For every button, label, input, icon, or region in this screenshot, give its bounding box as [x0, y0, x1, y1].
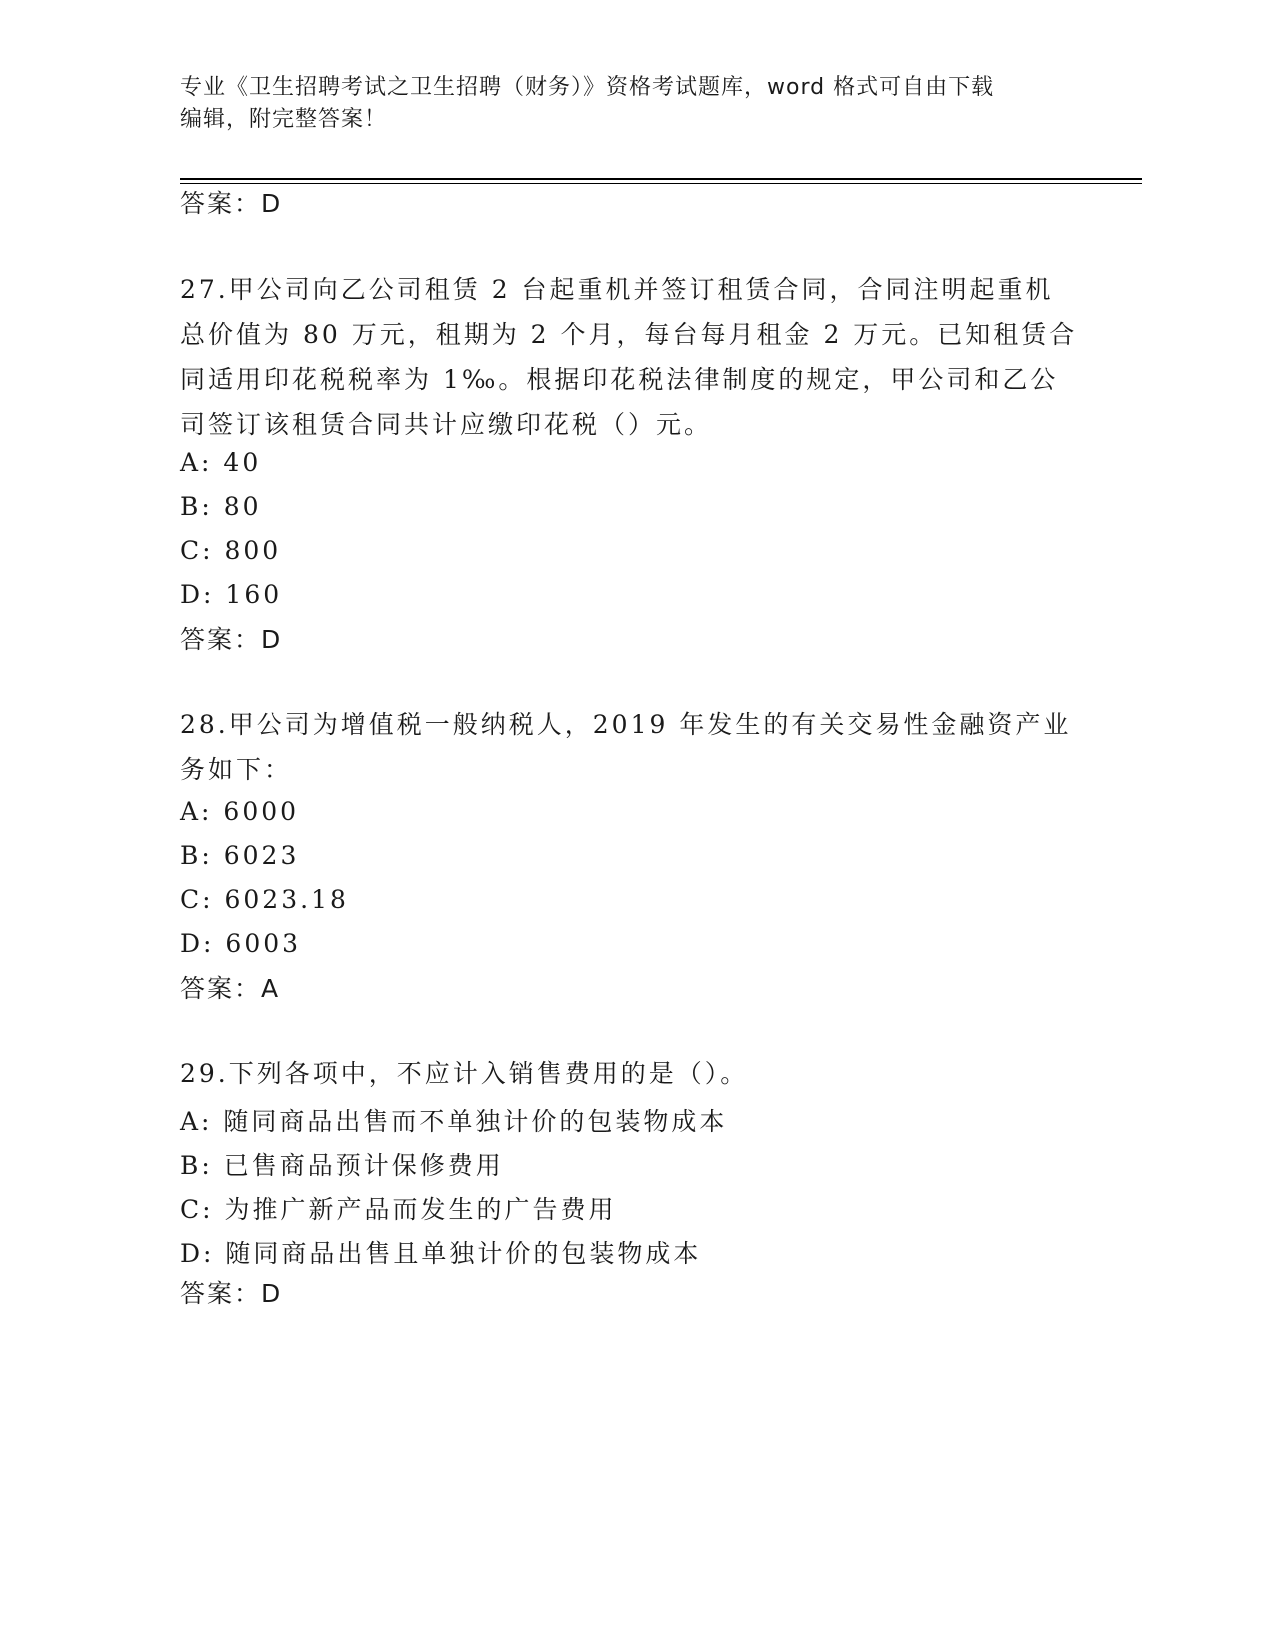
question-text-line: 29.下列各项中，不应计入销售费用的是（）。	[180, 1059, 749, 1088]
question-27-answer: 答案：D	[180, 625, 283, 654]
question-28-option-c: C: 6023.18	[180, 885, 349, 914]
question-28-option-d: D: 6003	[180, 929, 302, 958]
header-rule-thin	[180, 183, 1142, 184]
question-29-answer: 答案：D	[180, 1279, 283, 1308]
header-line-2: 编辑，附完整答案！	[180, 107, 388, 132]
question-29-option-a: A: 随同商品出售而不单独计价的包装物成本	[180, 1107, 728, 1136]
previous-answer: 答案：D	[180, 189, 283, 218]
question-27-option-a: A: 40	[180, 448, 262, 477]
question-27-option-b: B: 80	[180, 492, 262, 521]
question-29-text	[180, 1051, 1080, 1096]
header-rule-thick	[180, 178, 1142, 180]
question-28-option-b: B: 6023	[180, 841, 300, 870]
document-header	[180, 72, 1060, 136]
question-text-line: 总价值为 80 万元，租期为 2 个月，每台每月租金 2 万元。已知租赁合	[180, 320, 1078, 349]
question-28-text	[180, 702, 1080, 792]
question-text-line: 务如下：	[180, 755, 293, 784]
question-text-line: 同适用印花税税率为 1‰。根据印花税法律制度的规定，甲公司和乙公	[180, 365, 1059, 394]
question-28-option-a: A: 6000	[180, 797, 300, 826]
question-27-option-d: D: 160	[180, 580, 283, 609]
question-29-option-c: C: 为推广新产品而发生的广告费用	[180, 1195, 617, 1224]
question-text-line: 27.甲公司向乙公司租赁 2 台起重机并签订租赁合同，合同注明起重机	[180, 275, 1054, 304]
header-line-1: 专业《卫生招聘考试之卫生招聘（财务）》资格考试题库，word 格式可自由下载	[180, 75, 995, 100]
question-27-text	[180, 267, 1080, 447]
question-29-option-d: D: 随同商品出售且单独计价的包装物成本	[180, 1239, 702, 1268]
question-27-option-c: C: 800	[180, 536, 282, 565]
question-28-answer: 答案：A	[180, 974, 281, 1003]
question-text-line: 28.甲公司为增值税一般纳税人，2019 年发生的有关交易性金融资产业	[180, 710, 1072, 739]
question-29-option-b: B: 已售商品预计保修费用	[180, 1151, 504, 1180]
question-text-line: 司签订该租赁合同共计应缴印花税（）元。	[180, 410, 713, 439]
